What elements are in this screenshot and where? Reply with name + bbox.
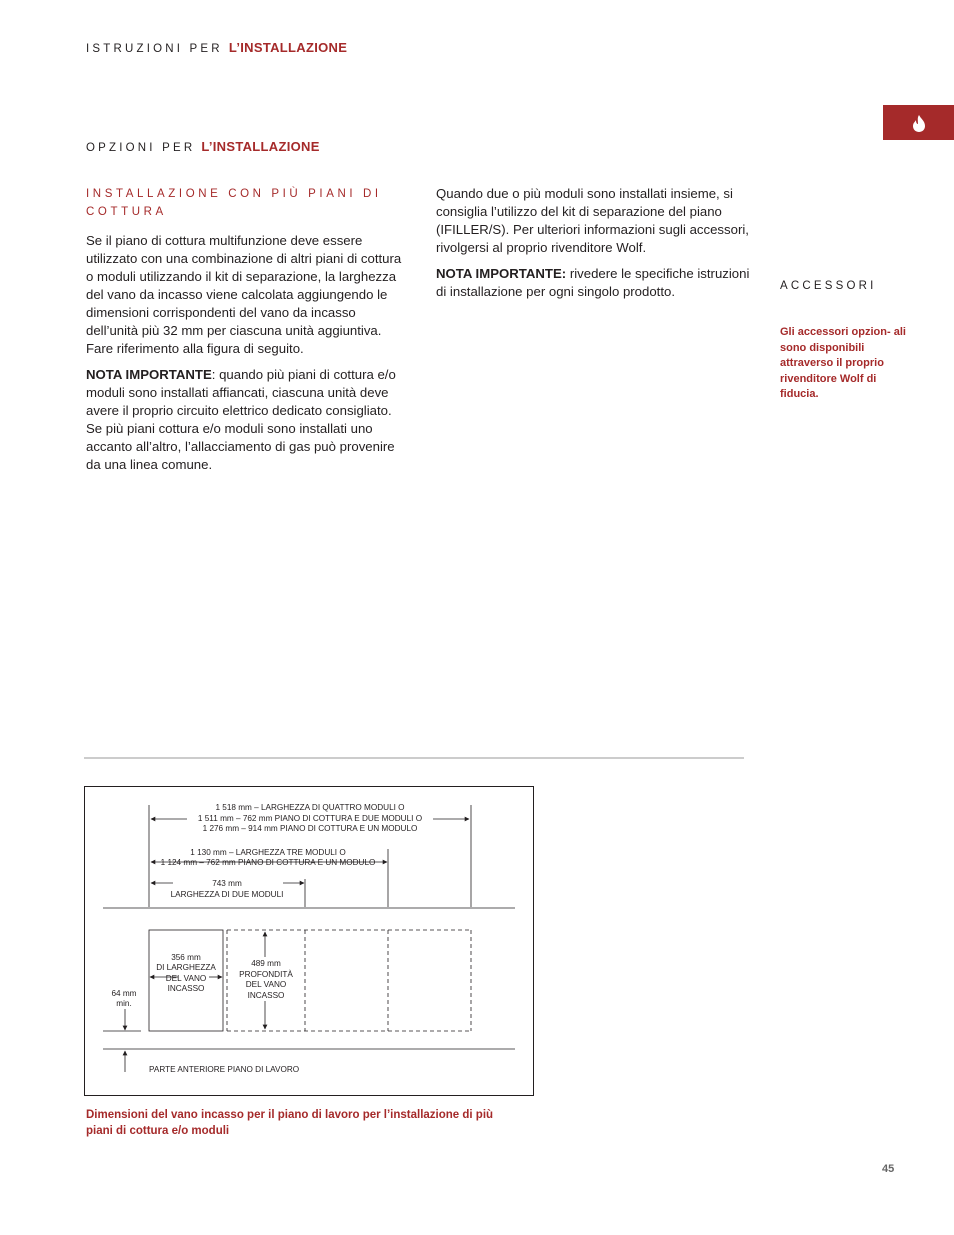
header-prefix: ISTRUZIONI PER <box>86 43 223 55</box>
right-note-text: rivedere le specifiche istruzioni di installazione per ogni singolo prodotto. <box>436 266 750 299</box>
min-line2: min. <box>116 999 132 1008</box>
sidebar-title: ACCESSORI <box>780 280 877 292</box>
section-prefix: OPZIONI PER <box>86 142 196 154</box>
left-paragraph: Se il piano di cottura multifunzione deve essere utilizzato con una combinazione di altri piani di cottura o moduli utilizzando il kit di separazione, la larghezza del vano da incasso viene calcolata aggiungendo le dimensioni corrispondenti del vano da incasso dell’unità più 32 mm per ciascuna unità aggiuntiva. Fare riferimento alla figura di seguito. <box>86 233 402 356</box>
cutout-diagram <box>84 786 534 1096</box>
right-note-label: NOTA IMPORTANTE: <box>436 266 567 281</box>
section-tab <box>883 105 954 140</box>
front-label: PARTE ANTERIORE PIANO DI LAVORO <box>149 1065 300 1074</box>
min-line1: 64 mm <box>111 989 137 998</box>
dim2-line2: 1 124 mm – 762 mm PIANO DI COTTURA E UN MODULO <box>160 858 376 867</box>
width-line2: DI LARGHEZZA <box>156 963 216 972</box>
left-note-text: : quando più piani di cottura e/o moduli sono installati affiancati, ciascuna unità deve avere il proprio circuito elettrico dedicato consigliato. Se più piani cottura e/o moduli sono installati uno accanto all’altro, l’allacciamento di gas può provenire da una linea comune. <box>86 367 396 472</box>
width-line1: 356 mm <box>171 953 201 962</box>
dim1-line2: 1 511 mm – 762 mm PIANO DI COTTURA E DUE MODULI O <box>197 814 423 823</box>
dim3-line2: LARGHEZZA DI DUE MODULI <box>170 890 284 899</box>
right-note <box>436 265 758 301</box>
section-heading <box>86 139 320 154</box>
figure-caption: Dimensioni del vano incasso per il piano di lavoro per l’installazione di più piani di cottura e/o moduli <box>86 1109 494 1137</box>
depth-line2: PROFONDITÀ <box>239 970 293 979</box>
subheading: INSTALLAZIONE CON PIÙ PIANI DI COTTURA <box>86 188 382 218</box>
header-highlight: L’INSTALLAZIONE <box>228 40 348 55</box>
depth-line3: DEL VANO <box>245 980 287 989</box>
section-highlight: L’INSTALLAZIONE <box>201 139 320 154</box>
dim3-line1: 743 mm <box>212 879 242 888</box>
divider <box>84 757 744 759</box>
dim1-line3: 1 276 mm – 914 mm PIANO DI COTTURA E UN MODULO <box>202 824 418 833</box>
right-paragraph: Quando due o più moduli sono installati insieme, si consiglia l’utilizzo del kit di separazione del piano (IFILLER/S). Per ulteriori informazioni sugli accessori, rivolgersi al proprio rivenditore Wolf. <box>436 186 749 255</box>
width-line4: INCASSO <box>167 984 205 993</box>
depth-line1: 489 mm <box>251 959 281 968</box>
right-column <box>436 185 758 309</box>
depth-line4: INCASSO <box>247 991 285 1000</box>
flame-icon <box>883 105 954 140</box>
left-note <box>86 366 406 474</box>
left-note-label: NOTA IMPORTANTE <box>86 367 212 382</box>
dim2-line1: 1 130 mm – LARGHEZZA TRE MODULI O <box>190 848 346 857</box>
page-header <box>86 40 347 55</box>
left-column <box>86 232 406 482</box>
page-number: 45 <box>882 1163 895 1175</box>
width-line3: DEL VANO <box>165 974 207 983</box>
dim1-line1: 1 518 mm – LARGHEZZA DI QUATTRO MODULI O <box>215 803 405 812</box>
sidebar-note: Gli accessori opzion- ali sono disponibili attraverso il proprio rivenditore Wolf di fiducia. <box>780 326 906 400</box>
